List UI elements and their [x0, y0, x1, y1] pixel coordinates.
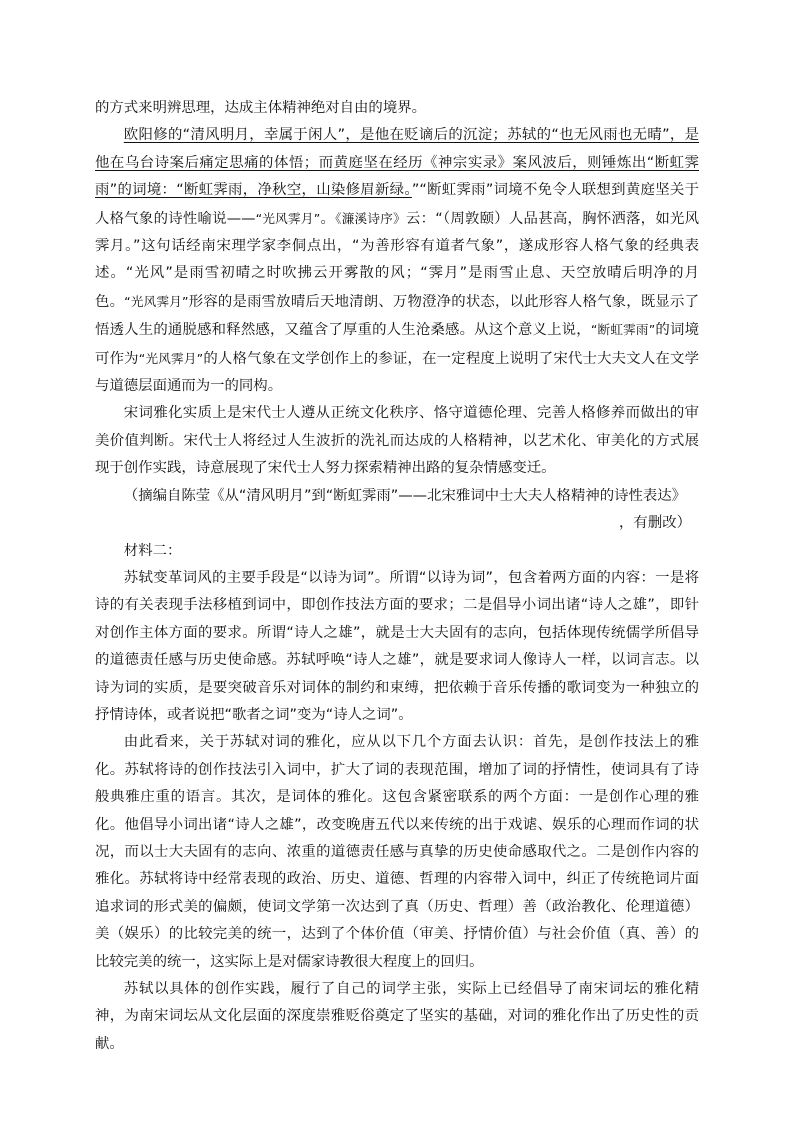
paragraph-continued: 的方式来明辨思理，达成主体精神绝对自由的境界。	[95, 100, 426, 116]
paragraph-huang-tingjian	[95, 122, 699, 400]
quoted-term: “光风霁月”	[255, 210, 321, 226]
text-run: 。	[320, 210, 336, 227]
source-citation-note: ，有删改）	[619, 515, 691, 532]
quoted-term: “光风霁月”	[138, 350, 204, 366]
source-citation: （摘编自陈莹《从“清风明月”到“断虹霁雨”——北宋雅词中士大夫人格精神的诗性表达》	[123, 487, 687, 504]
text-run: ”“断虹霁雨”词境不免令人联想到黄庭坚关于人格气象的诗性喻说——	[95, 182, 699, 227]
text-run: 的人格气象在文学创作上的参证，在一定程度上说明了宋代士大夫文人在文学与道德层面通而为一的同构。	[95, 350, 699, 395]
paragraph-su-shi-poetry-as-ci: 苏轼变革词风的主要手段是“以诗为词”。所谓“以诗为词”，包含着两方面的内容：一是将诗的有关表现手法移植到词中，即创作技法方面的要求；二是倡导小词出诸“诗人之雄”，即针对创作主体方面的要求。所谓“诗人之雄”，就是士大夫固有的志向，包括体现传统儒学所倡导的道德责任感与历史使命感。苏轼呼唤“诗人之雄”，就是要求词人像诗人一样，以词言志。以诗为词的实质，是要突破音乐对词体的制约和束缚，把依赖于音乐传播的歌词变为一种独立的抒情诗体，或者说把“歌者之词”变为“诗人之词”。	[95, 569, 699, 723]
material-heading: 材料二：	[123, 542, 182, 559]
book-title: 《濂溪诗序》	[335, 210, 406, 226]
paragraph-song-ci-elegance: 宋词雅化实质上是宋代士人遵从正统文化秩序、恪守道德伦理、完善人格修养而做出的审美价值判断。宋代士人将经过人生波折的洗礼而达成的人格精神，以艺术化、审美化的方式展现于创作实践，诗意展现了宋代士人努力探索精神出路的复杂情感变迁。	[95, 405, 699, 477]
quoted-term: “光风霁月”	[124, 293, 189, 309]
text-run: 云：“（周敦颐）人品甚高，胸怀洒落，如光风霁月。”这句话经南宋理学家李侗点出，“为善形容有道者气象”，遂成形容人格气象的经典表述。“光风”是雨雪初晴之时吹拂云开雾散的风；“霁月”是雨雪止息、天空放晴后明净的月色。	[95, 210, 699, 310]
underlined-passage: 欧阳修的“清风明月，幸属于闲人”，是他在贬谪后的沉淀；苏轼的“也无风雨也无晴”，是他在乌台诗案后痛定思痛的体悟；而黄庭坚在经历《神宗实录》案风波后，则锤炼出“断虹霁雨”的词境：“断虹霁雨，净秋空，山染修眉新绿。	[95, 127, 699, 199]
quoted-term: “断虹霁雨”	[590, 322, 656, 338]
text-run: 的词境可作为	[95, 322, 699, 367]
paragraph-conclusion: 苏轼以具体的创作实践，履行了自己的词学主张，实际上已经倡导了南宋词坛的雅化精神，为南宋词坛从文化层面的深度崇雅贬俗奠定了坚实的基础，对词的雅化作出了历史性的贡献。	[95, 981, 699, 1052]
paragraph-su-shi-refinement: 由此看来，关于苏轼对词的雅化，应从以下几个方面去认识：首先，是创作技法上的雅化。苏轼将诗的创作技法引入词中，扩大了词的表现范围，增加了词的抒情性，使词具有了诗般典雅庄重的语言。其次，是词体的雅化。这包含紧密联系的两个方面：一是创作心理的雅化。他倡导小词出诸“诗人之雄”，改变晚唐五代以来传统的出于戏谑、娱乐的心理而作词的状况，而以士大夫固有的志向、浓重的道德责任感与真挚的历史使命感取代之。二是创作内容的雅化。苏轼将诗中经常表现的政治、历史、道德、哲理的内容带入词中，纠正了传统艳词片面追求词的形式美的偏颇，使词文学第一次达到了真（历史、哲理）善（政治教化、伦理道德）美（娱乐）的比较完美的统一，达到了个体价值（审美、抒情价值）与社会价值（真、善）的比较完美的统一，这实际上是对儒家诗教很大程度上的回归。	[95, 734, 699, 970]
document-page	[95, 95, 699, 1058]
text-run: 形容的是雨雪放晴后天地清朗、万物澄净的状态，以此形容人格气象，既显示了悟透人生的通脱感和释然感，又蕴含了厚重的人生沧桑感。从这个意义上说，	[95, 293, 699, 339]
